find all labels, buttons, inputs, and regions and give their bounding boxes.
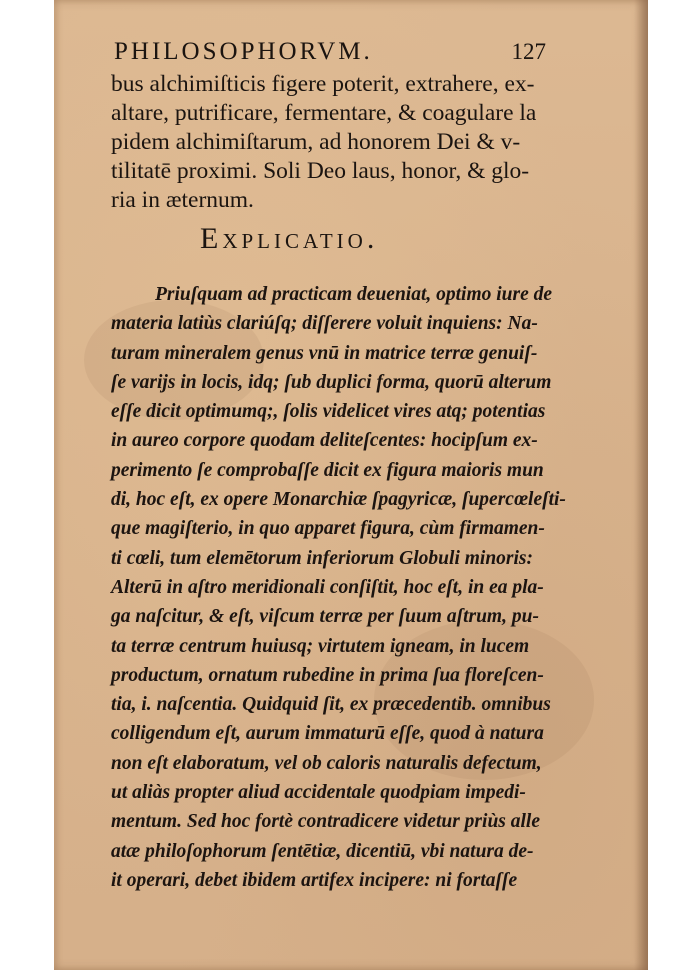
book-page: [54, 0, 648, 970]
section-heading: Explicatio.: [200, 222, 379, 255]
commentary-line: atæ philoſophorum ſentētiæ, dicentiū, vbi natura de-: [111, 840, 534, 862]
commentary-line: que magiſterio, in quo apparet figura, cùm firmamen-: [111, 518, 545, 540]
commentary-block: [111, 280, 566, 895]
text-line: pidem alchimiſtarum, ad honorem Dei & v-: [111, 129, 521, 155]
text-line: bus alchimiſticis figere poterit, extrahere, ex-: [111, 71, 535, 97]
commentary-line: mentum. Sed hoc fortè contradicere videtur priùs alle: [111, 811, 540, 833]
text-line: altare, putrificare, fermentare, & coagulare la: [111, 100, 537, 126]
commentary-line: ta terræ centrum huiusq; virtutem igneam, in lucem: [111, 635, 530, 657]
commentary-line: materia latiùs clariúſq; diſſerere voluit inquiens: Na-: [111, 313, 538, 335]
commentary-line: ti cœli, tum elemētorum inferiorum Globuli minoris:: [111, 547, 534, 569]
page-number: 127: [511, 39, 546, 64]
commentary-line: it operari, debet ibidem artifex incipere: ni fortaſſe: [111, 869, 518, 891]
commentary-line: turam mineralem genus vnū in matrice terræ genuiſ-: [111, 342, 538, 364]
commentary-line: ga naſcitur, & eſt, viſcum terræ per ſuum aſtrum, pu-: [111, 606, 539, 628]
commentary-line: eſſe dicit optimumq;, ſolis videlicet vires atq; potentias: [111, 401, 546, 423]
commentary-line: tia, i. naſcentia. Quidquid ſit, ex præcedentib. omnibus: [111, 694, 551, 716]
commentary-line: Alterū in aſtro meridionali conſiſtit, hoc eſt, in ea pla-: [111, 576, 544, 598]
commentary-line: productum, ornatum rubedine in prima ſua floreſcen-: [111, 664, 544, 686]
commentary-line: perimento ſe comprobaſſe dicit ex figura maioris mun: [111, 459, 544, 481]
main-text-block: [111, 70, 551, 215]
text-line: tilitatē proximi. Soli Deo laus, honor, & glo-: [111, 158, 530, 184]
commentary-line: colligendum eſt, aurum immaturū eſſe, quod à natura: [111, 723, 544, 745]
running-head: [114, 38, 544, 68]
running-title: PHILOSOPHORVM.: [114, 38, 373, 65]
commentary-line: ut aliàs propter aliud accidentale quodpiam impedi-: [111, 782, 526, 804]
commentary-line: di, hoc eſt, ex opere Monarchiæ ſpagyricæ, ſupercœleſti-: [111, 489, 566, 511]
commentary-line: Priuſquam ad practicam deueniat, optimo iure de: [155, 284, 553, 305]
commentary-line: in aureo corpore quodam deliteſcentes: hocipſum ex-: [111, 430, 538, 452]
page-gutter-shadow: [634, 0, 648, 970]
commentary-line: ſe varijs in locis, idq; ſub duplici forma, quorū alterum: [111, 371, 552, 393]
text-line: ria in æternum.: [111, 187, 254, 213]
commentary-line: non eſt elaboratum, vel ob caloris naturalis defectum,: [111, 752, 542, 774]
